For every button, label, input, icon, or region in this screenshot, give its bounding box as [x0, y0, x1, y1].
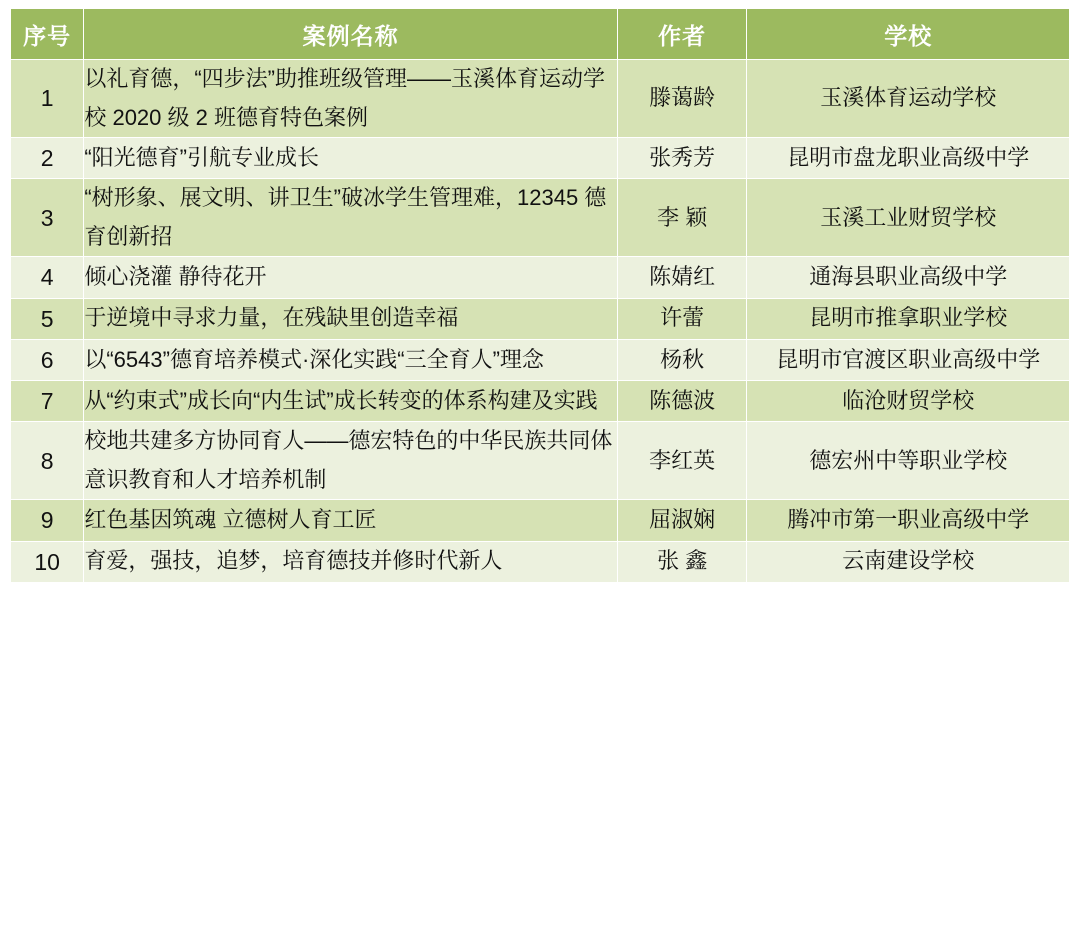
cell-school: 昆明市盘龙职业高级中学 — [747, 138, 1070, 179]
header-school: 学校 — [747, 9, 1070, 60]
table-row — [11, 138, 1070, 179]
cell-title: 从“约束式”成长向“内生试”成长转变的体系构建及实践 — [84, 381, 618, 422]
cell-index: 1 — [11, 60, 84, 138]
cell-index: 4 — [11, 257, 84, 298]
cell-author: 陈德波 — [617, 381, 747, 422]
cell-index: 5 — [11, 298, 84, 339]
cell-school: 玉溪体育运动学校 — [747, 60, 1070, 138]
cell-school: 德宏州中等职业学校 — [747, 422, 1070, 500]
cell-index: 3 — [11, 179, 84, 257]
cell-title: “阳光德育”引航专业成长 — [84, 138, 618, 179]
case-table — [10, 8, 1070, 583]
cell-index: 8 — [11, 422, 84, 500]
table-row — [11, 422, 1070, 500]
cell-title: “树形象、展文明、讲卫生”破冰学生管理难，12345 德育创新招 — [84, 179, 618, 257]
table-row — [11, 500, 1070, 541]
header-row — [11, 9, 1070, 60]
cell-author: 张秀芳 — [617, 138, 747, 179]
cell-school: 云南建设学校 — [747, 541, 1070, 582]
cell-author: 滕蔼龄 — [617, 60, 747, 138]
cell-title: 倾心浇灌 静待花开 — [84, 257, 618, 298]
cell-school: 通海县职业高级中学 — [747, 257, 1070, 298]
cell-index: 6 — [11, 339, 84, 380]
table-row — [11, 541, 1070, 582]
cell-author: 屈淑娴 — [617, 500, 747, 541]
table-header — [11, 9, 1070, 60]
cell-school: 玉溪工业财贸学校 — [747, 179, 1070, 257]
table-row — [11, 179, 1070, 257]
cell-title: 育爱，强技，追梦，培育德技并修时代新人 — [84, 541, 618, 582]
header-title: 案例名称 — [84, 9, 618, 60]
cell-index: 9 — [11, 500, 84, 541]
cell-author: 许蕾 — [617, 298, 747, 339]
header-index: 序号 — [11, 9, 84, 60]
cell-author: 张 鑫 — [617, 541, 747, 582]
table-row — [11, 339, 1070, 380]
cell-author: 陈婧红 — [617, 257, 747, 298]
cell-author: 李 颖 — [617, 179, 747, 257]
cell-title: 校地共建多方协同育人——德宏特色的中华民族共同体意识教育和人才培养机制 — [84, 422, 618, 500]
cell-author: 李红英 — [617, 422, 747, 500]
cell-index: 10 — [11, 541, 84, 582]
table-row — [11, 381, 1070, 422]
cell-title: 以礼育德，“四步法”助推班级管理——玉溪体育运动学校 2020 级 2 班德育特色案例 — [84, 60, 618, 138]
cell-author: 杨秋 — [617, 339, 747, 380]
cell-school: 昆明市推拿职业学校 — [747, 298, 1070, 339]
cell-index: 7 — [11, 381, 84, 422]
cell-school: 昆明市官渡区职业高级中学 — [747, 339, 1070, 380]
cell-school: 临沧财贸学校 — [747, 381, 1070, 422]
table-body — [11, 60, 1070, 583]
cell-title: 于逆境中寻求力量，在残缺里创造幸福 — [84, 298, 618, 339]
cell-title: 以“6543”德育培养模式·深化实践“三全育人”理念 — [84, 339, 618, 380]
cell-school: 腾冲市第一职业高级中学 — [747, 500, 1070, 541]
header-author: 作者 — [617, 9, 747, 60]
table-row — [11, 298, 1070, 339]
table-row — [11, 60, 1070, 138]
table-row — [11, 257, 1070, 298]
cell-title: 红色基因筑魂 立德树人育工匠 — [84, 500, 618, 541]
cell-index: 2 — [11, 138, 84, 179]
